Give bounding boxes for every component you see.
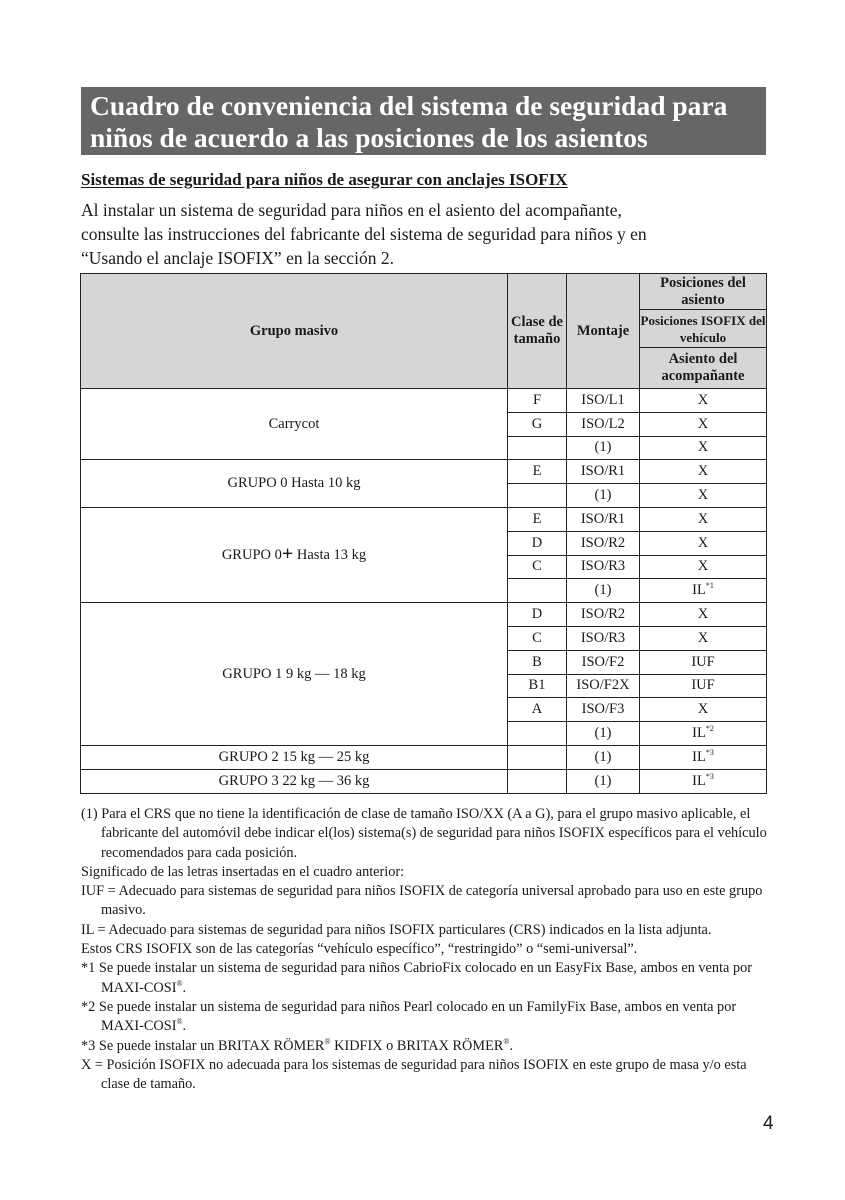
size-cell: B1 [508, 674, 567, 698]
size-cell [508, 745, 567, 769]
size-cell: D [508, 603, 567, 627]
header-vehicle-isofix: Posiciones ISOFIX del vehículo [640, 310, 767, 348]
page-title-banner [81, 87, 766, 155]
note-iuf: IUF = Adecuado para sistemas de seguridad para niños ISOFIX de categoría universal aprobado para uso en este grupo masivo. [81, 883, 763, 919]
seat-cell [640, 769, 767, 793]
mount-cell: ISO/L2 [567, 412, 640, 436]
note-star-3-text-a: *3 Se puede instalar un BRITAX RÖMER [81, 1037, 325, 1054]
note-star-1-text: *1 Se puede instalar un sistema de seguridad para niños CabrioFix colocado en un EasyFix Base, ambos en venta por MAXI-COSI [81, 960, 753, 996]
seat-value: X [697, 391, 709, 408]
note-star-3-end: . [509, 1037, 514, 1054]
size-cell: G [508, 412, 567, 436]
seat-value: X [697, 487, 709, 504]
seat-cell [640, 698, 767, 722]
seat-value: X [697, 629, 709, 646]
group-0: GRUPO 0 Hasta 10 kg [81, 460, 508, 508]
seat-cell [640, 650, 767, 674]
footnotes [81, 805, 771, 1094]
seat-value: X [697, 415, 709, 432]
registered-mark: ® [176, 1017, 183, 1027]
size-cell: B [508, 650, 567, 674]
group-0-plus [81, 507, 508, 602]
size-cell [508, 579, 567, 603]
note-star-2-text: *2 Se puede instalar un sistema de seguridad para niños Pearl colocado en un FamilyFix Base, ambos en venta por MAXI-COSI [81, 998, 737, 1035]
size-cell: C [508, 626, 567, 650]
seat-value: X [697, 558, 709, 575]
size-cell [508, 769, 567, 793]
seat-value: X [697, 463, 709, 480]
seat-value: IL [692, 582, 706, 599]
note-star-2-end: . [182, 1018, 187, 1035]
mount-cell: ISO/R2 [567, 531, 640, 555]
section-heading: Sistemas de seguridad para niños de asegurar con anclajes ISOFIX [81, 170, 568, 189]
header-group: Grupo masivo [81, 274, 508, 389]
seat-value: X [697, 510, 709, 527]
seat-value: X [697, 606, 709, 623]
seat-cell [640, 674, 767, 698]
seat-cell [640, 603, 767, 627]
registered-mark: ® [176, 978, 183, 988]
group-0-plus-prefix: GRUPO 0 [221, 546, 282, 563]
mount-cell: ISO/F2 [567, 650, 640, 674]
note-x: X = Posición ISOFIX no adecuada para los sistemas de seguridad para niños ISOFIX en este grupo de masa y/o esta clase de tamaño. [81, 1056, 747, 1093]
mount-cell: (1) [567, 722, 640, 746]
seat-note: *2 [705, 724, 714, 734]
seat-cell [640, 626, 767, 650]
seat-value: IUF [691, 653, 715, 670]
mount-cell: (1) [567, 484, 640, 508]
note-meaning: Significado de las letras insertadas en el cuadro anterior: [81, 863, 405, 880]
note-categories: Estos CRS ISOFIX son de las categorías “vehículo específico”, “restringido” o “semi-universal”. [81, 941, 638, 958]
group-carrycot: Carrycot [81, 389, 508, 460]
seat-cell [640, 745, 767, 769]
mount-cell: ISO/R3 [567, 626, 640, 650]
size-cell: E [508, 460, 567, 484]
group-2: GRUPO 2 15 kg — 25 kg [81, 745, 508, 769]
note-il: IL = Adecuado para sistemas de seguridad para niños ISOFIX particulares (CRS) indicados en la lista adjunta. [81, 921, 712, 938]
page-title-line-1: Cuadro de conveniencia del sistema de seguridad para [90, 90, 728, 121]
mount-cell: (1) [567, 769, 640, 793]
seat-note: *3 [705, 748, 714, 758]
table-row [81, 745, 767, 769]
seat-cell [640, 436, 767, 460]
seat-note: *1 [705, 581, 714, 591]
size-cell [508, 722, 567, 746]
mount-cell: (1) [567, 745, 640, 769]
seat-value: IL [692, 748, 706, 765]
seat-value: IUF [691, 677, 715, 694]
mount-cell: (1) [567, 436, 640, 460]
size-cell: D [508, 531, 567, 555]
table-row [81, 769, 767, 793]
seat-value: X [697, 534, 709, 551]
mount-cell: ISO/L1 [567, 389, 640, 413]
seat-value: IL [692, 725, 706, 742]
note-star-1 [81, 959, 771, 998]
header-mounting: Montaje [567, 274, 640, 389]
table-row [81, 389, 767, 413]
seat-value: IL [692, 772, 706, 789]
intro-paragraph [81, 198, 771, 270]
seat-cell [640, 412, 767, 436]
header-size-class: Clase de tamaño [508, 274, 567, 389]
seat-cell [640, 579, 767, 603]
mount-cell: ISO/R1 [567, 460, 640, 484]
registered-mark: ® [503, 1036, 510, 1046]
seat-cell [640, 507, 767, 531]
table-row [81, 603, 767, 627]
mount-cell: ISO/F3 [567, 698, 640, 722]
plus-icon: + [281, 542, 294, 565]
note-star-3-text-b: KIDFIX o BRITAX RÖMER [330, 1037, 504, 1054]
intro-line-3: “Usando el anclaje ISOFIX” en la sección 2. [81, 248, 394, 268]
mount-cell: ISO/R1 [567, 507, 640, 531]
note-1: (1) Para el CRS que no tiene la identificación de clase de tamaño ISO/XX (A a G), para el grupo masivo aplicable, el fabricante del automóvil debe indicar el(los) sistema(s) de seguridad para niños ISOFIX específicos para el vehículo recomendados para cada posición. [81, 806, 767, 861]
seat-cell [640, 555, 767, 579]
size-cell: C [508, 555, 567, 579]
size-cell: F [508, 389, 567, 413]
seat-value: X [697, 439, 709, 456]
seat-value: X [697, 701, 709, 718]
mount-cell: ISO/R2 [567, 603, 640, 627]
isofix-table [80, 273, 767, 794]
note-star-2 [81, 998, 771, 1037]
note-star-1-end: . [182, 979, 187, 996]
size-cell [508, 484, 567, 508]
seat-cell [640, 484, 767, 508]
table-row [81, 460, 767, 484]
seat-cell [640, 531, 767, 555]
size-cell [508, 436, 567, 460]
group-1: GRUPO 1 9 kg — 18 kg [81, 603, 508, 746]
seat-cell [640, 389, 767, 413]
seat-cell [640, 722, 767, 746]
seat-cell [640, 460, 767, 484]
size-cell: E [508, 507, 567, 531]
mount-cell: ISO/R3 [567, 555, 640, 579]
group-0-plus-suffix: Hasta 13 kg [293, 546, 367, 563]
size-cell: A [508, 698, 567, 722]
header-passenger-seat: Asiento del acompañante [640, 348, 767, 389]
registered-mark: ® [324, 1036, 331, 1046]
page-title-line-2: niños de acuerdo a las posiciones de los asientos [90, 122, 648, 153]
intro-line-1: Al instalar un sistema de seguridad para niños en el asiento del acompañante, [81, 200, 622, 220]
mount-cell: ISO/F2X [567, 674, 640, 698]
page-number: 4 [763, 1113, 774, 1134]
table-row [81, 507, 767, 531]
seat-note: *3 [705, 771, 714, 781]
intro-line-2: consulte las instrucciones del fabricante del sistema de seguridad para niños y en [81, 224, 647, 244]
header-seat-positions: Posiciones del asiento [640, 274, 767, 310]
note-star-3 [81, 1037, 771, 1056]
mount-cell: (1) [567, 579, 640, 603]
group-3: GRUPO 3 22 kg — 36 kg [81, 769, 508, 793]
